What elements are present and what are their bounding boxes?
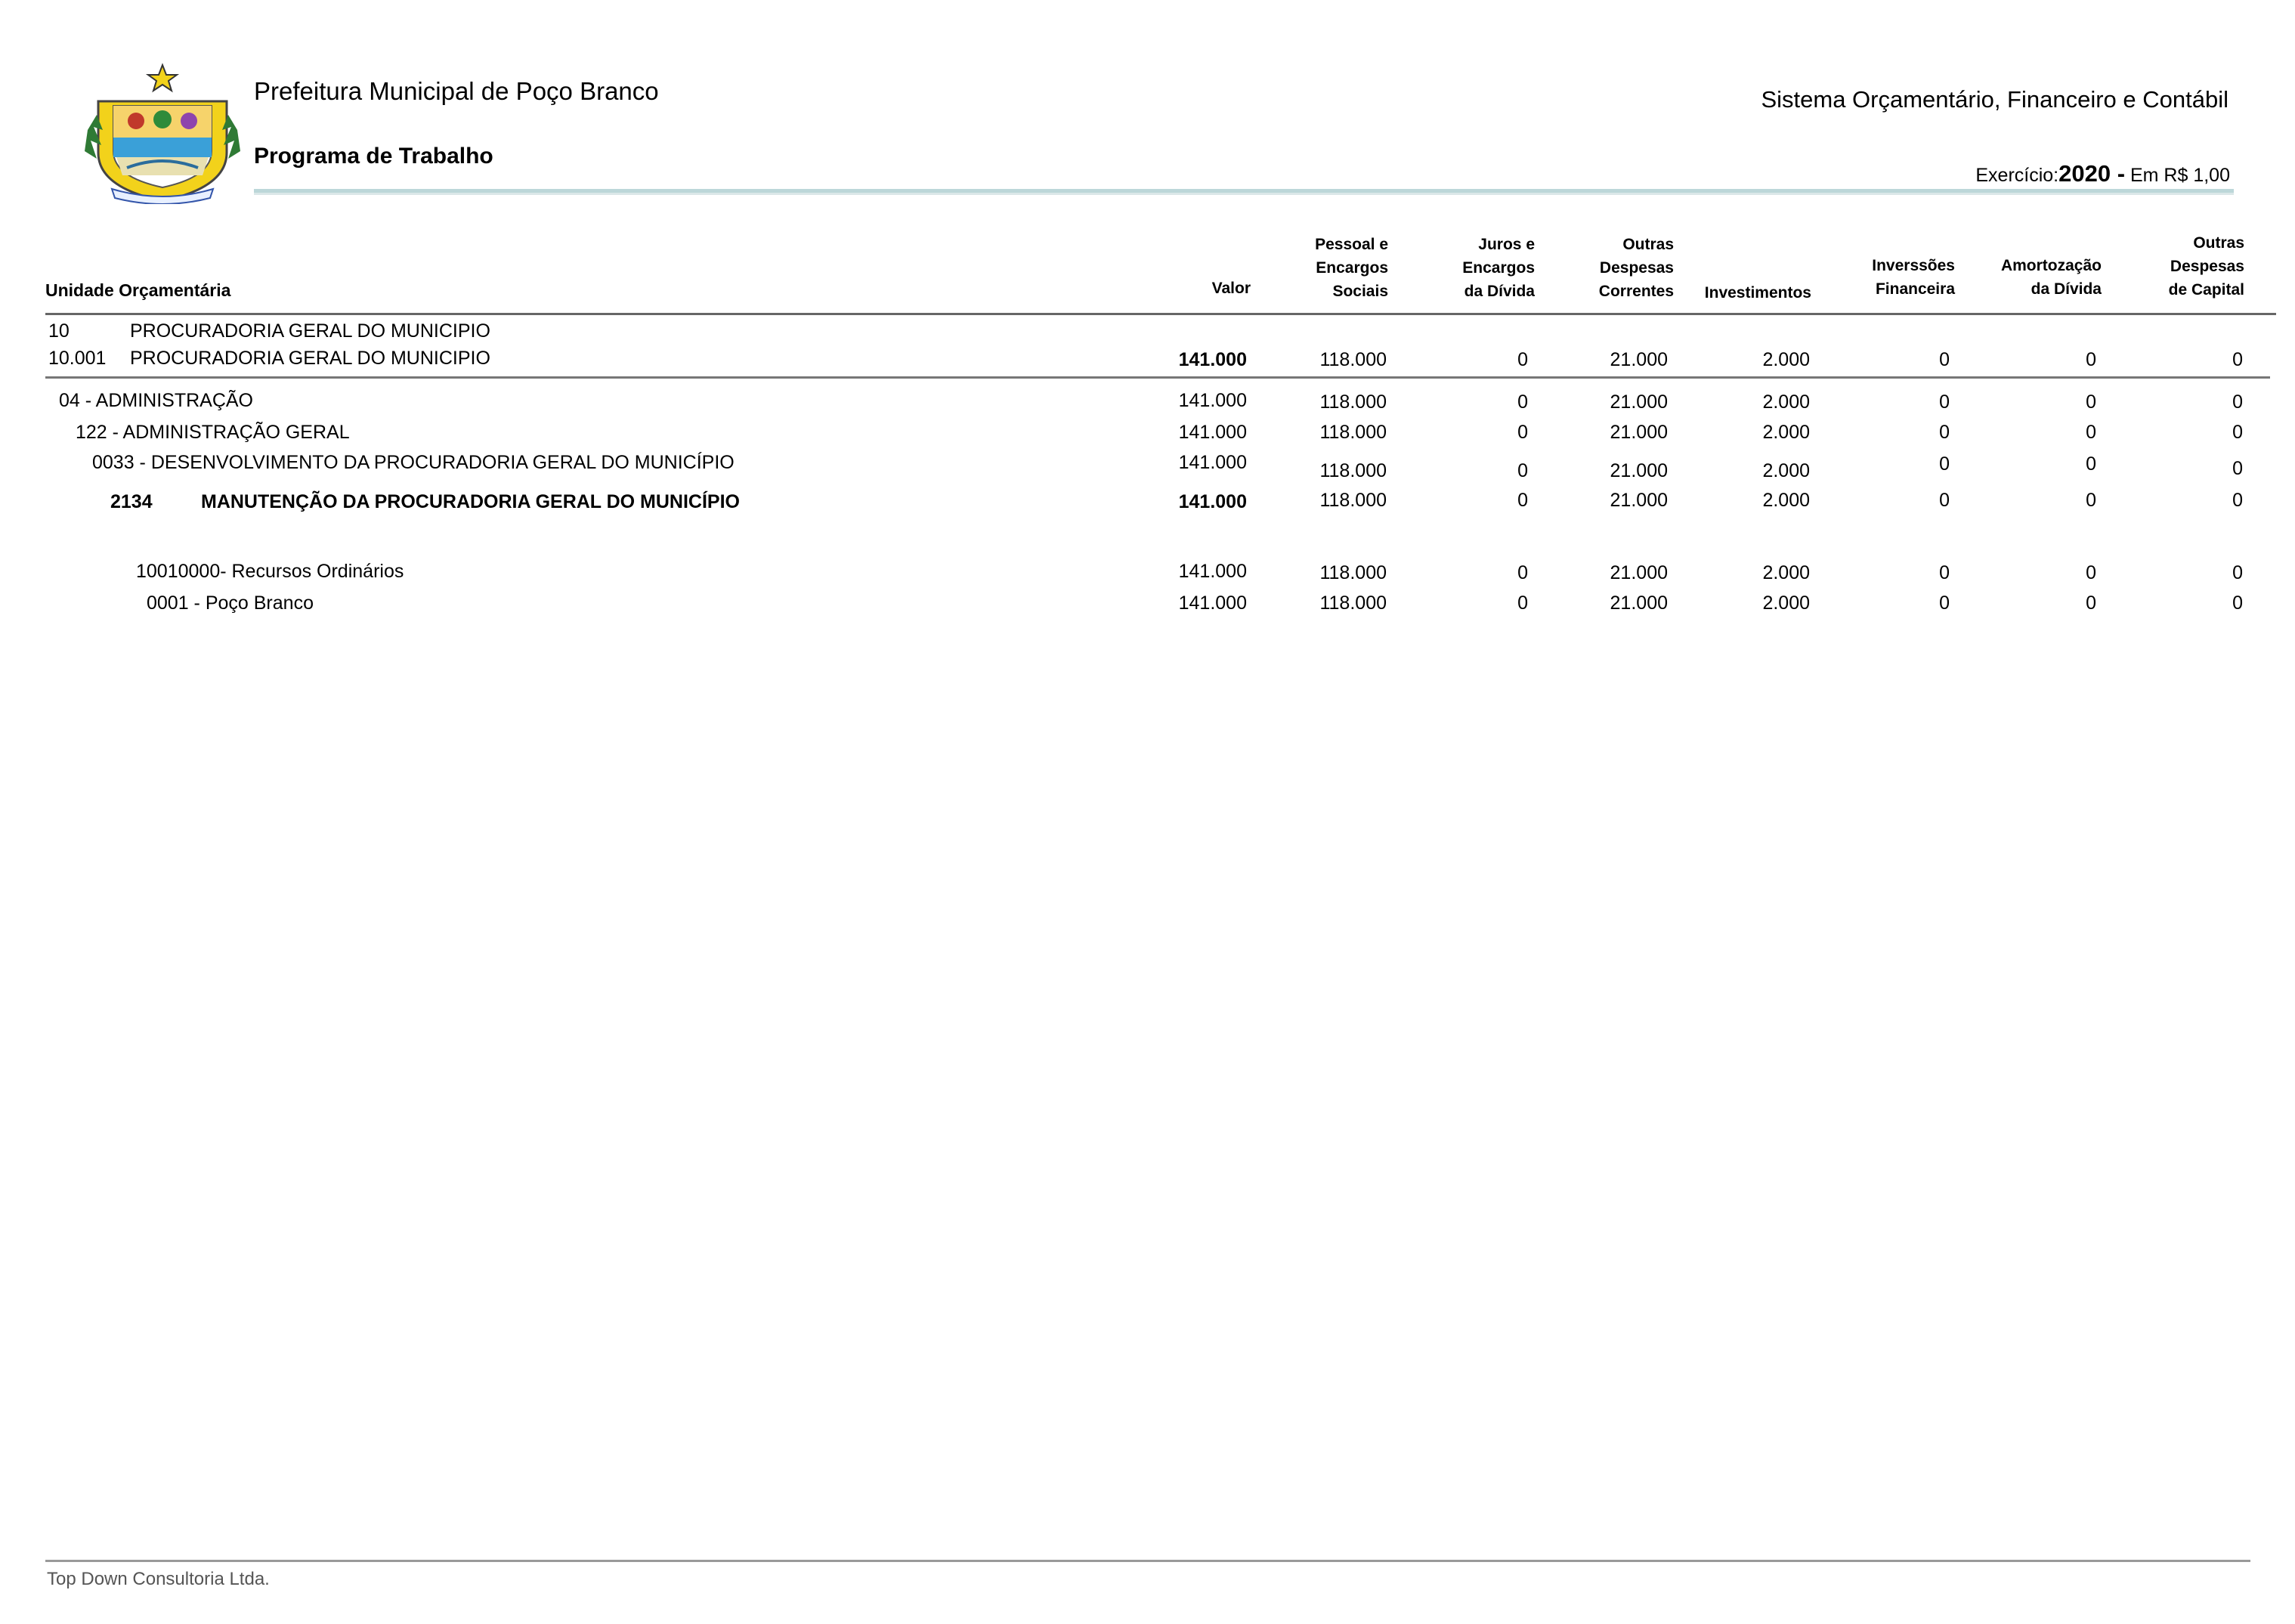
municipality-name: Prefeitura Municipal de Poço Branco [254,77,659,105]
row-label: 122 - ADMINISTRAÇÃO GERAL [76,422,350,443]
col-header-valor [1212,277,1251,300]
cell-amortizacao: 0 [2086,592,2096,614]
row-label: 04 - ADMINISTRAÇÃO [59,390,253,411]
col-header-line: Correntes [1598,283,1674,300]
cell-inversoes: 0 [1939,592,1950,614]
cell-inversoes: 0 [1939,453,1950,475]
cell-inversoes: 0 [1939,422,1950,443]
cell-valor: 141.000 [1178,349,1247,370]
row-label: MANUTENÇÃO DA PROCURADORIA GERAL DO MUNICÍPIO [201,491,740,512]
col-header-inversoes [1872,254,1955,301]
cell-pessoal: 118.000 [1319,422,1387,443]
cell-juros: 0 [1517,422,1528,443]
section-divider [45,376,2270,379]
cell-amortizacao: 0 [2086,490,2096,511]
cell-investimentos: 2.000 [1762,349,1810,370]
column-header-divider [45,313,2276,315]
col-header-amortizacao [2001,254,2102,301]
system-name: Sistema Orçamentário, Financeiro e Contábil [1761,86,2229,113]
col-header-line: Inverssões [1872,257,1955,274]
report-title: Programa de Trabalho [254,144,493,169]
organ-name: PROCURADORIA GERAL DO MUNICIPIO [130,320,490,342]
header-divider [254,189,2234,195]
col-header-line: de Capital [2168,281,2244,299]
cell-outras-correntes: 21.000 [1610,391,1668,413]
cell-inversoes: 0 [1939,562,1950,583]
cell-outras-capital: 0 [2232,490,2243,511]
col-header-line: Outras [1622,236,1674,253]
cell-amortizacao: 0 [2086,349,2096,370]
footer-divider [45,1560,2250,1562]
col-header-line: Financeira [1875,280,1955,298]
cell-valor: 141.000 [1178,491,1247,512]
cell-investimentos: 2.000 [1762,422,1810,443]
cell-investimentos: 2.000 [1762,592,1810,614]
footer-company: Top Down Consultoria Ltda. [47,1569,270,1589]
cell-investimentos: 2.000 [1762,490,1810,511]
cell-pessoal: 118.000 [1319,460,1387,481]
col-header-line: Despesas [2170,258,2244,275]
cell-pessoal: 118.000 [1319,562,1387,583]
cell-outras-capital: 0 [2232,391,2243,413]
row-label: 10010000- Recursos Ordinários [136,561,404,582]
cell-outras-capital: 0 [2232,458,2243,479]
cell-outras-correntes: 21.000 [1610,562,1668,583]
cell-amortizacao: 0 [2086,453,2096,475]
cell-amortizacao: 0 [2086,391,2096,413]
row-label: 0001 - Poço Branco [147,592,314,614]
municipal-coat-of-arms-icon [82,62,243,204]
cell-outras-correntes: 21.000 [1610,460,1668,481]
cell-outras-capital: 0 [2232,422,2243,443]
cell-outras-correntes: 21.000 [1610,422,1668,443]
cell-outras-correntes: 21.000 [1610,349,1668,370]
col-header-line: Juros e [1478,236,1535,253]
cell-outras-capital: 0 [2232,349,2243,370]
cell-pessoal: 118.000 [1319,490,1387,511]
col-header-line: Outras [2193,234,2244,252]
organ-code: 10 [48,320,70,342]
cell-juros: 0 [1517,562,1528,583]
col-header-line: Amortozação [2000,257,2102,274]
row-label: PROCURADORIA GERAL DO MUNICIPIO [130,348,490,369]
col-header-line: da Dívida [1464,283,1535,300]
col-header-unit: Unidade Orçamentária [45,280,231,300]
currency-unit: Em R$ 1,00 [2130,165,2230,186]
cell-investimentos: 2.000 [1762,460,1810,481]
cell-juros: 0 [1517,490,1528,511]
cell-investimentos: 2.000 [1762,562,1810,583]
cell-juros: 0 [1517,592,1528,614]
cell-outras-correntes: 21.000 [1610,592,1668,614]
col-header-outras-correntes [1599,233,1674,303]
col-header-line: Pessoal e [1315,236,1388,253]
cell-juros: 0 [1517,391,1528,413]
col-header-juros [1462,233,1535,303]
cell-pessoal: 118.000 [1319,391,1387,413]
cell-investimentos: 2.000 [1762,391,1810,413]
cell-valor: 141.000 [1178,422,1247,443]
exercise-year: 2020 - [2058,160,2126,187]
row-label: 0033 - DESENVOLVIMENTO DA PROCURADORIA GERAL DO MUNICÍPIO [92,452,735,473]
cell-valor: 141.000 [1178,561,1247,582]
cell-valor: 141.000 [1178,390,1247,411]
cell-pessoal: 118.000 [1319,592,1387,614]
cell-amortizacao: 0 [2086,562,2096,583]
col-header-line: Encargos [1316,259,1388,277]
cell-outras-capital: 0 [2232,562,2243,583]
col-header-outras-capital [2169,231,2244,302]
exercise-label: Exercício: [1975,165,2059,186]
exercise-info [1975,160,2230,187]
cell-juros: 0 [1517,349,1528,370]
cell-inversoes: 0 [1939,490,1950,511]
cell-amortizacao: 0 [2086,422,2096,443]
col-header-line: Despesas [1599,259,1674,277]
cell-pessoal: 118.000 [1319,349,1387,370]
cell-inversoes: 0 [1939,391,1950,413]
col-header-line: Encargos [1462,259,1535,277]
cell-valor: 141.000 [1178,452,1247,473]
cell-juros: 0 [1517,460,1528,481]
col-header-investimentos [1705,281,1811,305]
col-header-pessoal [1315,233,1388,303]
cell-outras-correntes: 21.000 [1610,490,1668,511]
row-code: 10.001 [48,348,107,369]
col-header-line: Sociais [1332,283,1388,300]
cell-outras-capital: 0 [2232,592,2243,614]
col-header-line: Investimentos [1704,284,1811,302]
cell-inversoes: 0 [1939,349,1950,370]
col-header-line: da Dívida [2031,280,2102,298]
row-code: 2134 [110,491,153,512]
cell-valor: 141.000 [1178,592,1247,614]
col-header-line: Valor [1211,280,1251,297]
